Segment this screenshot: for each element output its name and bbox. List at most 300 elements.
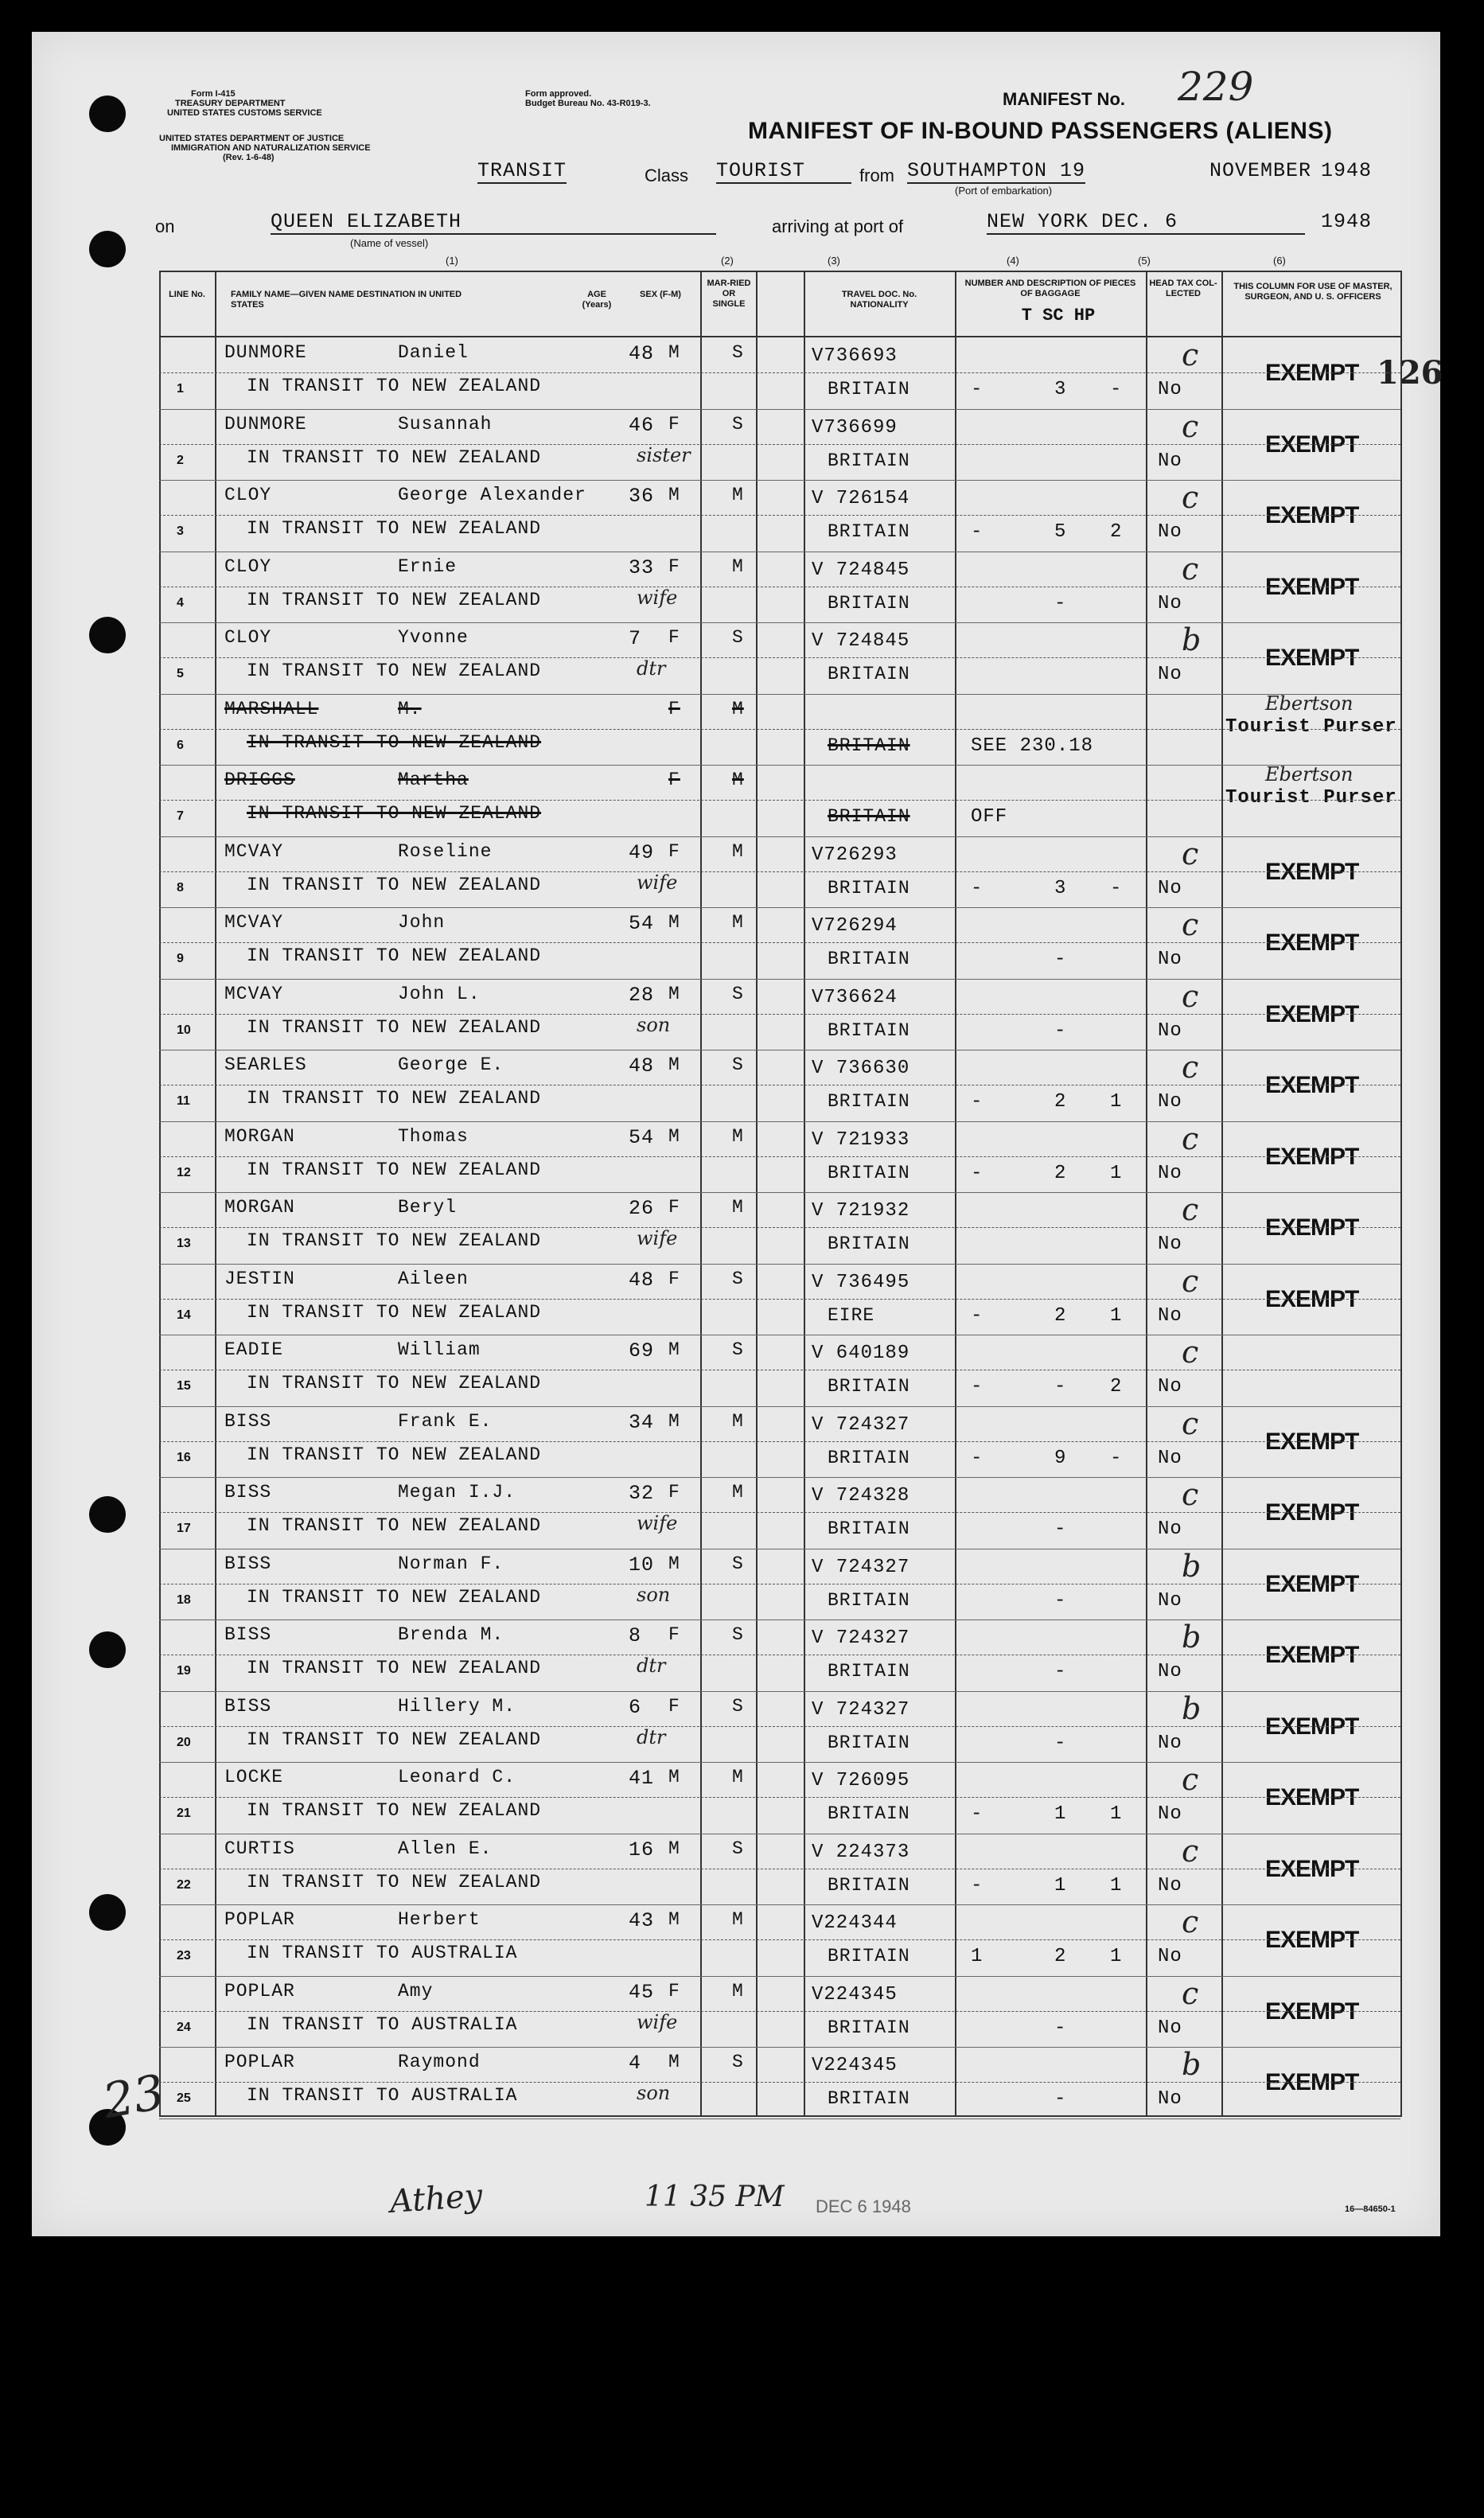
sex: F — [668, 627, 680, 648]
head-tax-mark: c — [1182, 1975, 1199, 2011]
head-tax-mark: c — [1182, 1477, 1199, 1512]
given-name: Allen E. — [398, 1838, 493, 1859]
nationality: BRITAIN — [828, 1518, 910, 1539]
family-name: DUNMORE — [224, 413, 307, 435]
family-name: BISS — [224, 1553, 272, 1574]
table-row — [159, 409, 1400, 479]
line-number: 3 — [177, 524, 184, 538]
head-tax-mark: c — [1182, 1335, 1199, 1370]
travel-doc: V 726154 — [812, 488, 910, 509]
table-row — [159, 1691, 1400, 1761]
baggage-hp: 1 — [1110, 1874, 1123, 1896]
baggage-t: OFF — [971, 806, 1008, 828]
age: 10 — [629, 1553, 655, 1577]
manifest-no-label: MANIFEST No. — [1003, 89, 1125, 109]
table-row — [159, 1976, 1400, 2046]
head-tax-mark: b — [1182, 1690, 1202, 1726]
nationality: BRITAIN — [828, 1234, 910, 1254]
revision-label: (Rev. 1-6-48) — [223, 153, 275, 162]
baggage-sc: 2 — [1054, 1946, 1067, 1967]
given-name: M. — [398, 698, 422, 719]
sex: F — [668, 413, 680, 435]
line-number: 5 — [177, 667, 184, 680]
header-name: FAMILY NAME—GIVEN NAME DESTINATION IN UNITED STATES — [231, 290, 462, 310]
head-tax-mark: b — [1182, 1620, 1202, 1655]
head-tax: No — [1158, 2017, 1182, 2039]
officer-note: EXEMPT — [1265, 1143, 1359, 1170]
given-name: Martha — [398, 770, 469, 790]
transit-label: TRANSIT — [477, 159, 567, 182]
baggage-sc: 1 — [1054, 1803, 1067, 1825]
officer-note: EXEMPT — [1265, 1642, 1359, 1668]
age: 43 — [629, 1909, 655, 1932]
age: 49 — [629, 840, 655, 864]
family-name: CLOY — [224, 555, 272, 577]
given-name: Herbert — [398, 1909, 481, 1930]
nationality: BRITAIN — [828, 1162, 910, 1183]
head-tax: No — [1158, 1304, 1182, 1327]
on-label: on — [155, 216, 175, 236]
officer-note: EXEMPT — [1265, 1000, 1359, 1027]
given-name: Raymond — [398, 2052, 481, 2072]
head-tax: No — [1158, 450, 1182, 472]
sex: M — [668, 1125, 680, 1147]
given-name: Yvonne — [398, 627, 469, 648]
head-tax-mark: c — [1182, 408, 1199, 444]
head-tax-mark: c — [1182, 337, 1199, 372]
handwritten-note: Ebertson — [1265, 692, 1354, 715]
head-tax: No — [1158, 379, 1182, 400]
head-tax: No — [1158, 2088, 1182, 2110]
budget-label: Budget Bureau No. 43-R019-3. — [525, 99, 651, 108]
travel-doc: V 640189 — [812, 1343, 910, 1364]
head-tax: No — [1158, 1803, 1182, 1825]
destination: IN TRANSIT TO NEW ZEALAND — [247, 731, 542, 753]
time-note: 11 35 PM — [645, 2181, 785, 2213]
table-row — [159, 552, 1400, 622]
officer-note: EXEMPT — [1265, 1428, 1359, 1455]
marital-status: M — [732, 485, 744, 505]
header-married: MAR-RIED OR SINGLE — [707, 279, 751, 309]
sex: M — [668, 342, 680, 363]
table-row — [159, 1050, 1400, 1120]
family-name: MORGAN — [224, 1197, 295, 1218]
travel-doc: V 724328 — [812, 1485, 910, 1507]
given-name: Roseline — [398, 840, 493, 862]
customs-label: UNITED STATES CUSTOMS SERVICE — [167, 108, 322, 118]
head-tax-mark: c — [1182, 1762, 1199, 1797]
given-name: Thomas — [398, 1125, 469, 1147]
given-name: Norman F. — [398, 1553, 504, 1574]
line-number: 14 — [177, 1308, 191, 1322]
officer-note: EXEMPT — [1265, 360, 1359, 386]
nationality: BRITAIN — [828, 806, 910, 827]
nationality: BRITAIN — [828, 735, 910, 756]
officer-note: EXEMPT — [1265, 431, 1359, 458]
travel-doc: V 736630 — [812, 1058, 910, 1079]
age: 32 — [629, 1482, 655, 1505]
marital-status: M — [732, 1410, 744, 1432]
sex: F — [668, 1624, 680, 1645]
age: 36 — [629, 485, 655, 508]
baggage-sc: - — [1054, 1019, 1067, 1042]
line-number: 16 — [177, 1450, 191, 1464]
family-name: LOCKE — [224, 1767, 284, 1787]
embark-year: 1948 — [1321, 159, 1373, 182]
head-tax-mark: c — [1182, 836, 1199, 871]
sex: F — [668, 1695, 680, 1717]
head-tax: No — [1158, 877, 1182, 899]
destination: IN TRANSIT TO NEW ZEALAND — [247, 376, 542, 396]
head-tax: No — [1158, 1661, 1182, 1682]
destination: IN TRANSIT TO NEW ZEALAND — [247, 1586, 542, 1608]
head-tax: No — [1158, 1019, 1182, 1042]
destination: IN TRANSIT TO AUSTRALIA — [247, 1943, 518, 1963]
col-number-1: (1) — [446, 255, 458, 267]
handwritten-note: wife — [637, 586, 678, 609]
given-name: Frank E. — [398, 1410, 493, 1432]
given-name: Ernie — [398, 555, 458, 577]
age: 48 — [629, 342, 655, 365]
destination: IN TRANSIT TO NEW ZEALAND — [247, 1800, 542, 1821]
baggage-t: - — [971, 1304, 983, 1327]
line-number: 19 — [177, 1664, 191, 1678]
baggage-sc: 9 — [1054, 1447, 1067, 1469]
marital-status: M — [732, 770, 744, 790]
destination: IN TRANSIT TO NEW ZEALAND — [247, 1088, 542, 1109]
age: 33 — [629, 555, 655, 579]
age: 16 — [629, 1838, 655, 1861]
officer-note: EXEMPT — [1265, 1927, 1359, 1953]
destination: IN TRANSIT TO NEW ZEALAND — [247, 518, 542, 539]
age: 8 — [629, 1624, 642, 1647]
marital-status: S — [732, 627, 744, 648]
sex: M — [668, 1767, 680, 1787]
header-head-tax: HEAD TAX COL-LECTED — [1149, 279, 1217, 298]
line-number: 1 — [177, 382, 184, 396]
officer-note: EXEMPT — [1265, 2069, 1359, 2095]
marital-status: S — [732, 1838, 744, 1859]
baggage-hp: 1 — [1110, 1162, 1123, 1184]
officer-note: EXEMPT — [1265, 645, 1359, 671]
approved-label: Form approved. — [525, 89, 592, 99]
baggage-sc: - — [1054, 2088, 1067, 2110]
travel-doc: V 721933 — [812, 1128, 910, 1151]
age: 46 — [629, 413, 655, 437]
family-name: POPLAR — [224, 2052, 295, 2072]
officer-note: EXEMPT — [1265, 1713, 1359, 1740]
given-name: John L. — [398, 983, 481, 1004]
sex: M — [668, 983, 680, 1004]
destination: IN TRANSIT TO NEW ZEALAND — [247, 874, 542, 895]
header-travel-doc: TRAVEL DOC. No. NATIONALITY — [841, 290, 917, 310]
punch-hole — [89, 617, 126, 653]
family-name: MCVAY — [224, 912, 284, 933]
travel-doc: V736624 — [812, 986, 898, 1008]
head-tax-mark: c — [1182, 907, 1199, 942]
handwritten-note: wife — [637, 2010, 678, 2033]
head-tax-mark: c — [1182, 480, 1199, 515]
handwritten-note: dtr — [637, 657, 666, 680]
nationality: BRITAIN — [828, 379, 910, 400]
handwritten-note: sister — [637, 443, 691, 466]
punch-hole — [89, 1496, 126, 1533]
nationality: BRITAIN — [828, 1019, 910, 1041]
given-name: Hillery M. — [398, 1695, 516, 1717]
nationality: BRITAIN — [828, 521, 910, 542]
line-number: 22 — [177, 1877, 191, 1892]
table-row — [159, 480, 1400, 550]
table-row — [159, 1904, 1400, 1974]
nationality: BRITAIN — [828, 877, 910, 898]
travel-doc: V 726095 — [812, 1770, 910, 1791]
marital-status: M — [732, 698, 744, 719]
baggage-sc: 1 — [1054, 1874, 1067, 1896]
line-number: 23 — [177, 1949, 191, 1963]
arrival-port: NEW YORK DEC. 6 — [987, 210, 1305, 235]
age: 7 — [629, 627, 642, 650]
officer-note: EXEMPT — [1265, 1499, 1359, 1526]
travel-doc: V 736495 — [812, 1271, 910, 1293]
passenger-table — [159, 271, 1400, 2117]
line-number: 10 — [177, 1023, 191, 1037]
travel-doc: V224345 — [812, 2055, 898, 2076]
header-baggage-sub: T SC HP — [1021, 306, 1096, 325]
age: 34 — [629, 1410, 655, 1434]
embark-date: NOVEMBER — [1209, 159, 1312, 182]
nationality: BRITAIN — [828, 1589, 910, 1611]
handwritten-note: dtr — [637, 1725, 666, 1748]
destination: IN TRANSIT TO NEW ZEALAND — [247, 1729, 542, 1750]
baggage-sc: - — [1054, 949, 1067, 970]
destination: IN TRANSIT TO NEW ZEALAND — [247, 1301, 542, 1323]
destination: IN TRANSIT TO NEW ZEALAND — [247, 446, 542, 468]
baggage-hp: - — [1110, 1447, 1123, 1469]
header-age: AGE (Years) — [582, 290, 612, 310]
marital-status: S — [732, 983, 744, 1004]
age: 48 — [629, 1054, 655, 1078]
age: 54 — [629, 1125, 655, 1149]
baggage-t: - — [971, 521, 983, 543]
baggage-sc: 2 — [1054, 1304, 1067, 1327]
line-number: 18 — [177, 1592, 191, 1607]
head-tax-mark: c — [1182, 1263, 1199, 1299]
marital-status: M — [732, 1197, 744, 1218]
given-name: George E. — [398, 1054, 504, 1075]
nationality: BRITAIN — [828, 1803, 910, 1824]
given-name: Aileen — [398, 1268, 469, 1289]
col-number-3: (3) — [828, 255, 840, 267]
travel-doc: V 721932 — [812, 1200, 910, 1222]
family-name: MCVAY — [224, 840, 284, 862]
marital-status: M — [732, 1482, 744, 1503]
baggage-sc: 5 — [1054, 521, 1067, 543]
destination: IN TRANSIT TO NEW ZEALAND — [247, 945, 542, 966]
head-tax-mark: c — [1182, 1050, 1199, 1085]
nationality: BRITAIN — [828, 450, 910, 471]
baggage-t: - — [971, 1091, 983, 1113]
head-tax-mark: b — [1182, 2047, 1202, 2082]
baggage-t: - — [971, 1447, 983, 1469]
baggage-t: SEE 230.18 — [971, 735, 1094, 757]
officer-note: EXEMPT — [1265, 1072, 1359, 1098]
family-name: DUNMORE — [224, 342, 307, 363]
sex: M — [668, 2052, 680, 2072]
embark-port-note: (Port of embarkation) — [955, 185, 1053, 197]
family-name: POPLAR — [224, 1909, 295, 1930]
destination: IN TRANSIT TO NEW ZEALAND — [247, 1444, 542, 1465]
head-tax-mark: c — [1182, 1833, 1199, 1869]
destination: IN TRANSIT TO NEW ZEALAND — [247, 803, 542, 824]
family-name: POPLAR — [224, 1980, 295, 2002]
table-row — [159, 979, 1400, 1049]
vessel-name: QUEEN ELIZABETH — [271, 210, 716, 235]
given-name: Megan I.J. — [398, 1482, 516, 1503]
baggage-sc: - — [1054, 1376, 1067, 1397]
line-number: 25 — [177, 2091, 191, 2105]
sex: M — [668, 1054, 680, 1075]
head-tax: No — [1158, 1234, 1182, 1255]
table-row — [159, 1335, 1400, 1405]
head-tax: No — [1158, 1376, 1182, 1397]
nationality: BRITAIN — [828, 1661, 910, 1682]
line-number: 15 — [177, 1379, 191, 1393]
family-name: BISS — [224, 1410, 272, 1432]
age: 6 — [629, 1695, 642, 1719]
nationality: BRITAIN — [828, 2088, 910, 2109]
travel-doc: V 724327 — [812, 1556, 910, 1578]
head-tax: No — [1158, 949, 1182, 970]
marital-status: S — [732, 1268, 744, 1289]
family-name: SEARLES — [224, 1054, 307, 1075]
travel-doc: V726294 — [812, 915, 898, 937]
table-row — [159, 1762, 1400, 1832]
baggage-t: - — [971, 1874, 983, 1896]
destination: IN TRANSIT TO AUSTRALIA — [247, 2013, 518, 2035]
sex: F — [668, 1268, 680, 1289]
handwritten-note: son — [637, 2082, 671, 2104]
marital-status: S — [732, 342, 744, 363]
line-number: 20 — [177, 1735, 191, 1749]
header-officers: THIS COLUMN FOR USE OF MASTER, SURGEON, AND U. S. OFFICERS — [1233, 282, 1392, 302]
given-name: Amy — [398, 1980, 434, 2002]
age: 45 — [629, 1980, 655, 2004]
marital-status: M — [732, 912, 744, 933]
given-name: Daniel — [398, 342, 469, 363]
given-name: Brenda M. — [398, 1624, 504, 1645]
nationality: BRITAIN — [828, 2017, 910, 2038]
line-number: 12 — [177, 1165, 191, 1179]
baggage-hp: 1 — [1110, 1803, 1123, 1825]
head-tax-mark: c — [1182, 978, 1199, 1014]
marital-status: M — [732, 1909, 744, 1930]
sex: M — [668, 485, 680, 505]
table-row — [159, 2047, 1400, 2117]
head-tax: No — [1158, 1946, 1182, 1967]
table-row — [159, 1549, 1400, 1619]
baggage-sc: - — [1054, 1661, 1067, 1682]
sex: M — [668, 1909, 680, 1930]
table-row — [159, 694, 1400, 764]
manifest-title: MANIFEST OF IN-BOUND PASSENGERS (ALIENS) — [748, 118, 1333, 144]
line-number: 13 — [177, 1237, 191, 1250]
marital-status: S — [732, 2052, 744, 2072]
line-number: 21 — [177, 1807, 191, 1820]
handwritten-note: wife — [637, 1512, 678, 1534]
table-row — [159, 1121, 1400, 1191]
marital-status: S — [732, 413, 744, 435]
given-name: George Alexander — [398, 485, 586, 505]
baggage-sc: - — [1054, 1589, 1067, 1612]
baggage-sc: 2 — [1054, 1091, 1067, 1113]
family-name: BISS — [224, 1482, 272, 1503]
destination: IN TRANSIT TO NEW ZEALAND — [247, 661, 542, 681]
travel-doc: V726293 — [812, 844, 898, 866]
destination: IN TRANSIT TO NEW ZEALAND — [247, 1658, 542, 1678]
line-number: 17 — [177, 1522, 191, 1535]
officer-note: EXEMPT — [1265, 1855, 1359, 1882]
age: 28 — [629, 983, 655, 1007]
table-row — [159, 1477, 1400, 1547]
baggage-t: - — [971, 1162, 983, 1184]
table-row — [159, 765, 1400, 835]
officer-note: Tourist Purser — [1225, 787, 1397, 809]
baggage-sc: 2 — [1054, 1162, 1067, 1184]
nationality: BRITAIN — [828, 1376, 910, 1397]
officer-note: Tourist Purser — [1225, 715, 1397, 738]
head-tax: No — [1158, 1589, 1182, 1612]
officer-note: EXEMPT — [1265, 930, 1359, 956]
sex: F — [668, 1980, 680, 2002]
travel-doc: V 724327 — [812, 1698, 910, 1721]
age: 26 — [629, 1197, 655, 1220]
col-number-5: (5) — [1138, 255, 1151, 267]
officer-note: EXEMPT — [1265, 858, 1359, 885]
line-number: 4 — [177, 595, 184, 610]
head-tax-mark: b — [1182, 1548, 1202, 1584]
destination: IN TRANSIT TO NEW ZEALAND — [247, 1871, 542, 1892]
arriving-label: arriving at port of — [772, 216, 904, 236]
line-number: 9 — [177, 952, 184, 965]
handwritten-note: wife — [637, 871, 678, 894]
punch-hole — [89, 1894, 126, 1931]
travel-doc: V 724845 — [812, 630, 910, 652]
embark-port: SOUTHAMPTON 19 — [907, 159, 1086, 182]
travel-doc: V 724327 — [812, 1627, 910, 1649]
baggage-t: 1 — [971, 1946, 983, 1967]
table-row — [159, 1406, 1400, 1476]
destination: IN TRANSIT TO NEW ZEALAND — [247, 1016, 542, 1038]
col-number-4: (4) — [1007, 255, 1019, 267]
header-sex: SEX (F-M) — [640, 290, 681, 299]
family-name: BISS — [224, 1624, 272, 1645]
marital-status: S — [732, 1553, 744, 1574]
marital-status: M — [732, 555, 744, 577]
marital-status: M — [732, 1980, 744, 2002]
nationality: BRITAIN — [828, 1091, 910, 1112]
header-line: LINE No. — [169, 290, 205, 299]
family-name: DRIGGS — [224, 770, 295, 790]
travel-doc: V 724845 — [812, 559, 910, 581]
sex: F — [668, 698, 680, 719]
destination: IN TRANSIT TO NEW ZEALAND — [247, 1373, 542, 1393]
head-tax: No — [1158, 1518, 1182, 1540]
destination: IN TRANSIT TO AUSTRALIA — [247, 2085, 518, 2106]
sex: M — [668, 912, 680, 933]
family-name: CLOY — [224, 485, 272, 505]
head-tax-mark: c — [1182, 1405, 1199, 1441]
sex: F — [668, 840, 680, 862]
